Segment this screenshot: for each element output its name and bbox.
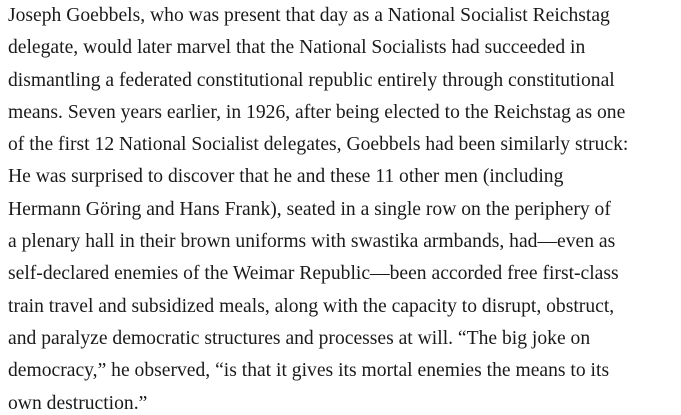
paragraph-line-11: and paralyze democratic structures and processes at will. “The big joke on <box>8 327 591 349</box>
paragraph-line-1: Joseph Goebbels, who was present that day as a National Socialist Reichstag <box>8 5 610 26</box>
paragraph-line-10: train travel and subsidized meals, along with the capacity to disrupt, obstruct, <box>8 295 615 317</box>
paragraph-line-4: means. Seven years earlier, in 1926, after being elected to the Reichstag as one <box>8 101 626 123</box>
paragraph-line-7: Hermann Göring and Hans Frank), seated in a single row on the periphery of <box>8 198 611 220</box>
paragraph-line-12: democracy,” he observed, “is that it gives its mortal enemies the means to its <box>8 360 610 382</box>
paragraph-line-13: own destruction.” <box>8 392 148 414</box>
paragraph-line-2: delegate, would later marvel that the National Socialists had succeeded in <box>8 37 586 59</box>
paragraph-line-6: He was surprised to discover that he and these 11 other men (including <box>8 166 564 188</box>
paragraph-line-3: dismantling a federated constitutional republic entirely through constitutional <box>8 69 615 91</box>
body-paragraph <box>8 0 678 415</box>
paragraph-line-5: of the first 12 National Socialist delegates, Goebbels had been similarly struck: <box>8 134 629 156</box>
paragraph-line-8: a plenary hall in their brown uniforms with swastika armbands, had—even as <box>8 231 616 253</box>
paragraph-line-9: self-declared enemies of the Weimar Republic—been accorded free first-class <box>8 263 619 285</box>
